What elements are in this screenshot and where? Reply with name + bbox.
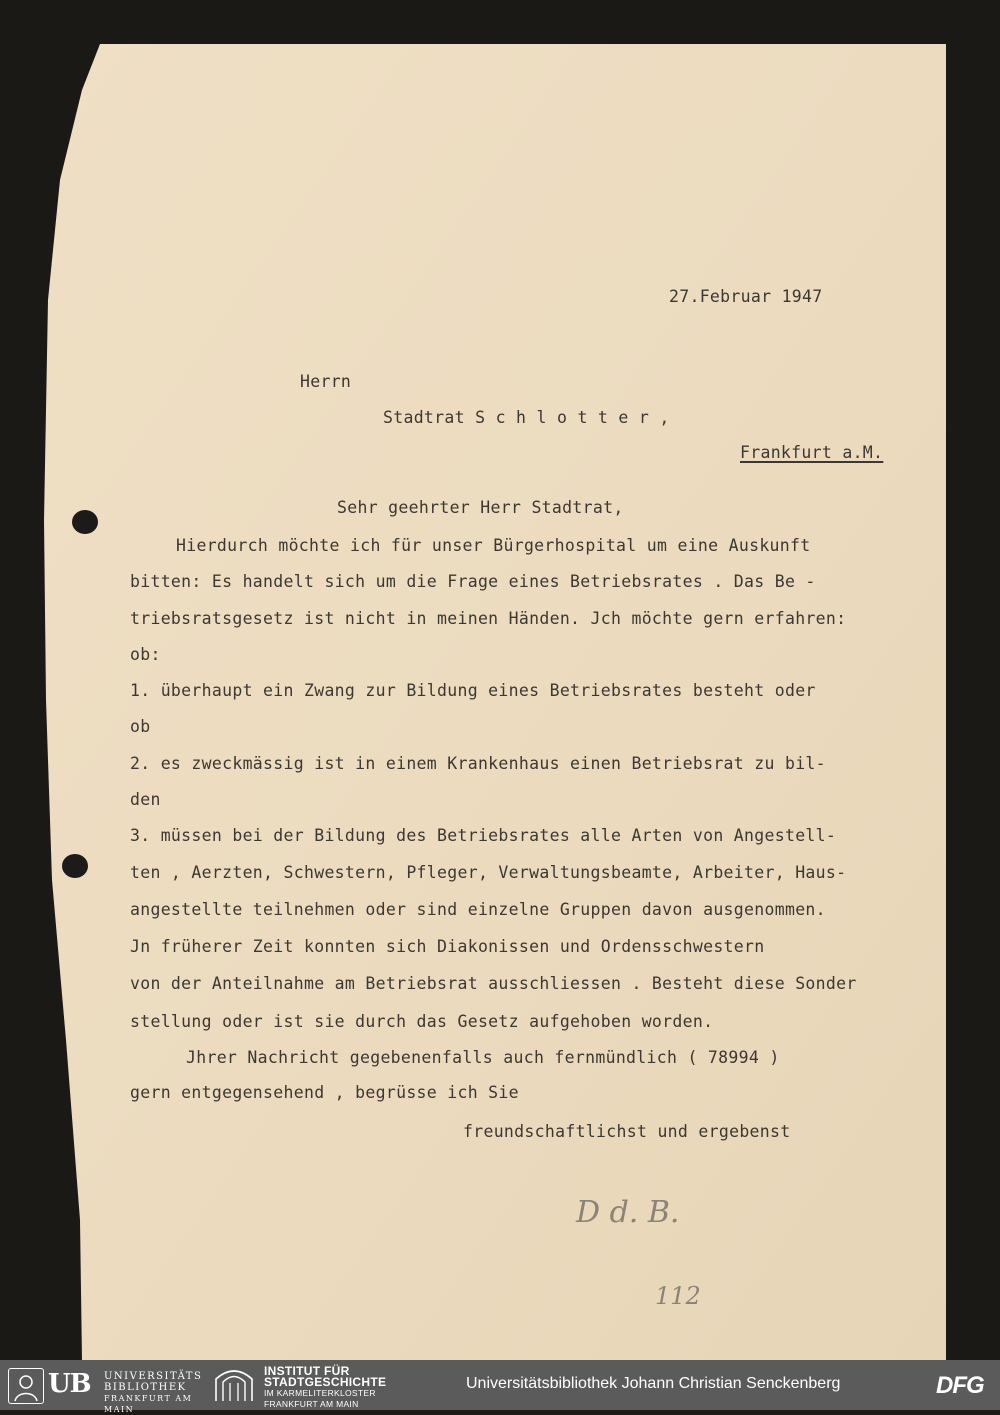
ub-line: BIBLIOTHEK xyxy=(104,1382,187,1393)
isg-line: INSTITUT FÜR xyxy=(264,1364,350,1378)
body-line: bitten: Es handelt sich um die Frage eines Betriebsrates . Das Be - xyxy=(130,572,816,591)
handwritten-page-number: 112 xyxy=(655,1282,701,1310)
body-line: ob xyxy=(130,717,151,736)
body-line: Jn früherer Zeit konnten sich Diakonissen und Ordensschwestern xyxy=(130,937,765,956)
punch-hole-top xyxy=(72,510,98,534)
footer-bar xyxy=(0,1360,1000,1414)
isg-line: FRANKFURT AM MAIN xyxy=(264,1399,359,1409)
ub-logo[interactable] xyxy=(8,1367,203,1414)
letter-closing: freundschaftlichst und ergebenst xyxy=(463,1122,791,1141)
isg-building-icon xyxy=(212,1367,256,1403)
ub-line: UNIVERSITÄTS xyxy=(104,1371,203,1382)
ub-name xyxy=(104,1371,202,1415)
isg-line: STADTGESCHICHTE xyxy=(264,1375,387,1389)
body-line: ob: xyxy=(130,645,161,664)
body-line: von der Anteilnahme am Betriebsrat ausschliessen . Besteht diese Sonder xyxy=(130,974,857,993)
punch-hole-bottom xyxy=(62,854,88,878)
body-line: 3. müssen bei der Bildung des Betriebsrates alle Arten von Angestell- xyxy=(130,826,837,845)
ub-line: FRANKFURT AM MAIN xyxy=(104,1394,193,1414)
body-line: gern entgegensehend , begrüsse ich Sie xyxy=(130,1083,519,1102)
recipient-name: Stadtrat S c h l o t t e r , xyxy=(383,408,670,427)
isg-logo[interactable] xyxy=(264,1366,386,1410)
dfg-logo[interactable]: DFG xyxy=(936,1372,984,1399)
body-line: den xyxy=(130,790,161,809)
body-line: 1. überhaupt ein Zwang zur Bildung eines Betriebsrates besteht oder xyxy=(130,681,816,700)
body-line: Hierdurch möchte ich für unser Bürgerhospital um eine Auskunft xyxy=(176,536,811,555)
body-line: triebsratsgesetz ist nicht in meinen Händen. Jch möchte gern erfahren: xyxy=(130,609,847,628)
body-line: ten , Aerzten, Schwestern, Pfleger, Verwaltungsbeamte, Arbeiter, Haus- xyxy=(130,863,847,882)
handwritten-note: D d. B. xyxy=(576,1195,680,1230)
body-line: stellung oder ist sie durch das Gesetz aufgehoben worden. xyxy=(130,1012,714,1031)
footer-title[interactable]: Universitätsbibliothek Johann Christian Senckenberg xyxy=(466,1375,841,1392)
recipient-city: Frankfurt a.M. xyxy=(740,443,884,462)
body-line: 2. es zweckmässig ist in einem Krankenhaus einen Betriebsrat zu bil- xyxy=(130,754,826,773)
isg-line: IM KARMELITERKLOSTER xyxy=(264,1388,376,1398)
letter-date: 27.Februar 1947 xyxy=(669,287,823,306)
body-line: Jhrer Nachricht gegebenenfalls auch fernmündlich ( 78994 ) xyxy=(186,1048,780,1067)
ub-portrait-icon xyxy=(8,1368,44,1404)
body-line: angestellte teilnehmen oder sind einzelne Gruppen davon ausgenommen. xyxy=(130,900,826,919)
letter-greeting: Sehr geehrter Herr Stadtrat, xyxy=(337,498,624,517)
recipient-salutation: Herrn xyxy=(300,372,352,391)
ub-letters: UB xyxy=(48,1369,91,1399)
